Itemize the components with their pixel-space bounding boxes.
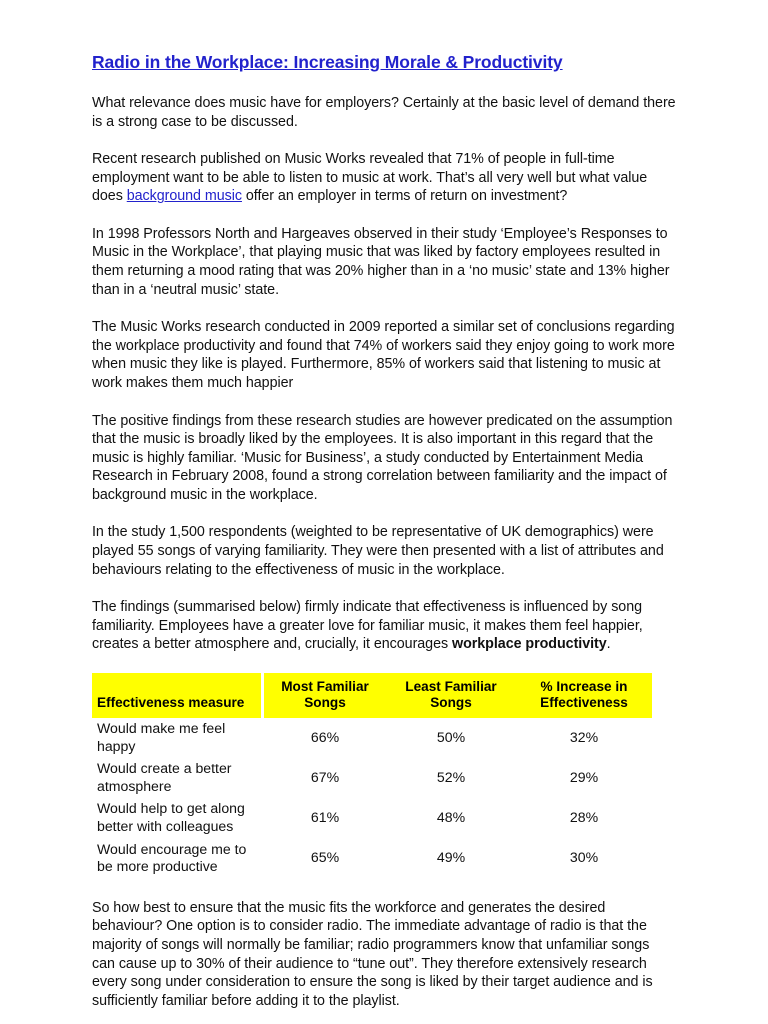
paragraph-3 — [92, 225, 676, 299]
table-row — [92, 718, 652, 758]
cell-most-familiar: 67% — [264, 758, 386, 798]
paragraph-8-text: So how best to ensure that the music fits the workforce and generates the desired behaviour? One option is to consider radio. The immediate advantage of radio is that the majority of songs will normally be familiar; radio programmers know that unfamiliar songs can cause up to 30% of their audience to “tune out”. They therefore extensively research every song under consideration to ensure the song is liked by their target audience and is sufficiently familiar before adding it to the playlist. — [92, 899, 653, 1009]
paragraph-4 — [92, 318, 676, 392]
paragraph-2-text-before-link: Recent research published on Music Works revealed that 71% of people in full-time employment want to be able to listen to music at work. That’s all very well but what value does — [92, 151, 648, 205]
page-title: Radio in the Workplace: Increasing Morale & Productivity — [92, 52, 563, 72]
paragraph-5 — [92, 412, 676, 505]
table-body — [92, 718, 652, 879]
table-row — [92, 839, 652, 879]
cell-measure-line2: be more productive — [97, 858, 218, 875]
cell-most-familiar: 66% — [264, 718, 386, 758]
paragraph-5-text: The positive findings from these research studies are however predicated on the assumption that the music is broadly liked by the employees. It is also important in this regard that the music is highly familiar. ‘Music for Business’, a study conducted by Entertainment Media Research in February 2008, found a strong correlation between familiarity and the impact of background music in the workplace. — [92, 412, 673, 503]
cell-measure — [92, 798, 264, 838]
column-header-least-familiar-line1: Least Familiar — [405, 678, 497, 694]
paragraph-3-text: In 1998 Professors North and Hargeaves observed in their study ‘Employee’s Responses to Music in the Workplace’, that playing music that was liked by factory employees resulted in them returning a mood rating that was 20% higher than in a ‘no music’ state and 13% higher than in a ‘neutral music’ state. — [92, 225, 670, 298]
cell-least-familiar: 50% — [386, 718, 516, 758]
cell-measure-line2: happy — [97, 737, 136, 754]
column-header-least-familiar-songs — [386, 673, 516, 718]
paragraph-2 — [92, 150, 676, 206]
cell-percent-increase: 29% — [516, 758, 652, 798]
cell-measure — [92, 839, 264, 879]
table-header — [92, 673, 652, 718]
cell-measure-line2: atmosphere — [97, 777, 172, 794]
cell-measure-line1: Would encourage me to — [97, 840, 247, 857]
column-header-effectiveness-measure-label: Effectiveness measure — [97, 694, 245, 710]
effectiveness-measures-table — [92, 673, 652, 879]
cell-percent-increase: 30% — [516, 839, 652, 879]
column-header-most-familiar-songs — [264, 673, 386, 718]
column-header-effectiveness-measure — [92, 673, 264, 718]
paragraph-8 — [92, 899, 676, 1010]
cell-percent-increase: 32% — [516, 718, 652, 758]
paragraph-1 — [92, 94, 676, 131]
paragraph-7 — [92, 598, 676, 654]
column-header-percent-increase — [516, 673, 652, 718]
column-header-least-familiar-line2: Songs — [430, 694, 472, 710]
cell-measure-line1: Would create a better — [97, 760, 232, 777]
cell-least-familiar: 52% — [386, 758, 516, 798]
paragraph-6 — [92, 523, 676, 579]
cell-measure — [92, 718, 264, 758]
paragraph-1-text: What relevance does music have for employers? Certainly at the basic level of demand there is a strong case to be discussed. — [92, 95, 676, 130]
paragraph-2-text-after-link: offer an employer in terms of return on investment? — [241, 188, 568, 205]
table-header-row — [92, 673, 652, 718]
column-header-percent-increase-line1: % Increase in — [540, 678, 628, 694]
paragraph-7-text-after-bold: . — [606, 636, 611, 653]
cell-most-familiar: 65% — [264, 839, 386, 879]
cell-percent-increase: 28% — [516, 798, 652, 838]
cell-measure-line1: Would help to get along — [97, 800, 245, 817]
cell-measure — [92, 758, 264, 798]
paragraph-4-text: The Music Works research conducted in 2009 reported a similar set of conclusions regarding the workplace productivity and found that 74% of workers said they enjoy going to work more when music they like is played. Furthermore, 85% of workers said that listening to music at work makes them much happier — [92, 319, 675, 391]
table-row — [92, 758, 652, 798]
column-header-most-familiar-line2: Songs — [304, 694, 346, 710]
paragraph-6-text: In the study 1,500 respondents (weighted to be representative of UK demographics) were played 55 songs of varying familiarity. They were then presented with a list of attributes and behaviours relating to the effectiveness of music in the workplace. — [92, 524, 664, 578]
background-music-link[interactable]: background music — [126, 188, 242, 205]
column-header-percent-increase-line2: Effectiveness — [540, 694, 628, 710]
workplace-productivity-emphasis: workplace productivity — [452, 636, 607, 653]
cell-most-familiar: 61% — [264, 798, 386, 838]
table-row — [92, 798, 652, 838]
cell-least-familiar: 49% — [386, 839, 516, 879]
cell-measure-line1: Would make me feel — [97, 719, 226, 736]
cell-measure-line2: better with colleagues — [97, 817, 234, 834]
column-header-most-familiar-line1: Most Familiar — [281, 678, 369, 694]
cell-least-familiar: 48% — [386, 798, 516, 838]
paragraph-7-text-before-bold: The findings (summarised below) firmly indicate that effectiveness is influenced by song familiarity. Employees have a greater love for familiar music, it makes them feel happier, creates a better atmosphere and, crucially, it encourages — [92, 599, 643, 653]
